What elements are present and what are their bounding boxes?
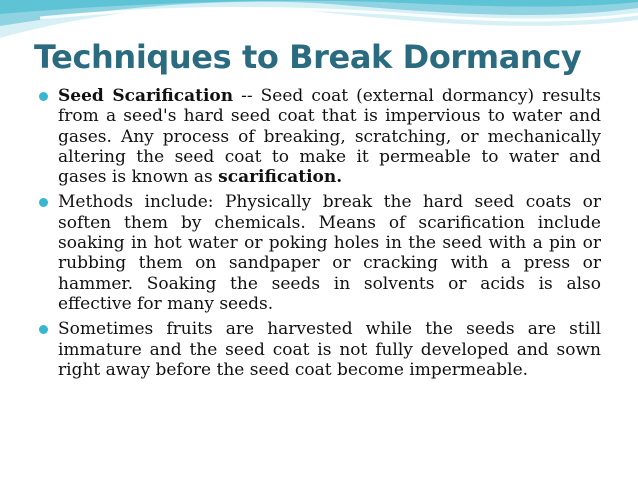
bullet-text: Sometimes fruits are harvested while the seeds are still immature and the seed coat is not fully developed and sown right away before the seed coat become impermeable. xyxy=(58,319,601,380)
bullet-term: Seed Scarification xyxy=(58,86,234,106)
bullet-dot-icon xyxy=(39,198,48,207)
bullet-item-methods xyxy=(38,192,601,314)
bullet-item-immature-seeds xyxy=(38,319,601,380)
bullet-dot-icon xyxy=(39,92,48,101)
bullet-text: -- Seed coat (external dormancy) results from a seed's hard seed coat that is impervious to water and gases. Any process of breaking, scratching, or mechanically altering the seed coat to make it permeable to water and gases is known as xyxy=(58,86,601,188)
bullet-text: Methods include: Physically break the hard seed coats or soften them by chemicals. Means of scarification include soaking in hot water or poking holes in the seed with a pin or rubbing them on sandpaper or cracking with a press or hammer. Soaking the seeds in solvents or acids is also effective for many seeds. xyxy=(58,192,601,314)
bullet-emphasis: scarification. xyxy=(218,167,343,188)
bullet-item-seed-scarification xyxy=(38,86,601,187)
bullet-list xyxy=(38,86,601,385)
bullet-dot-icon xyxy=(39,325,48,334)
slide-title: Techniques to Break Dormancy xyxy=(34,38,582,76)
